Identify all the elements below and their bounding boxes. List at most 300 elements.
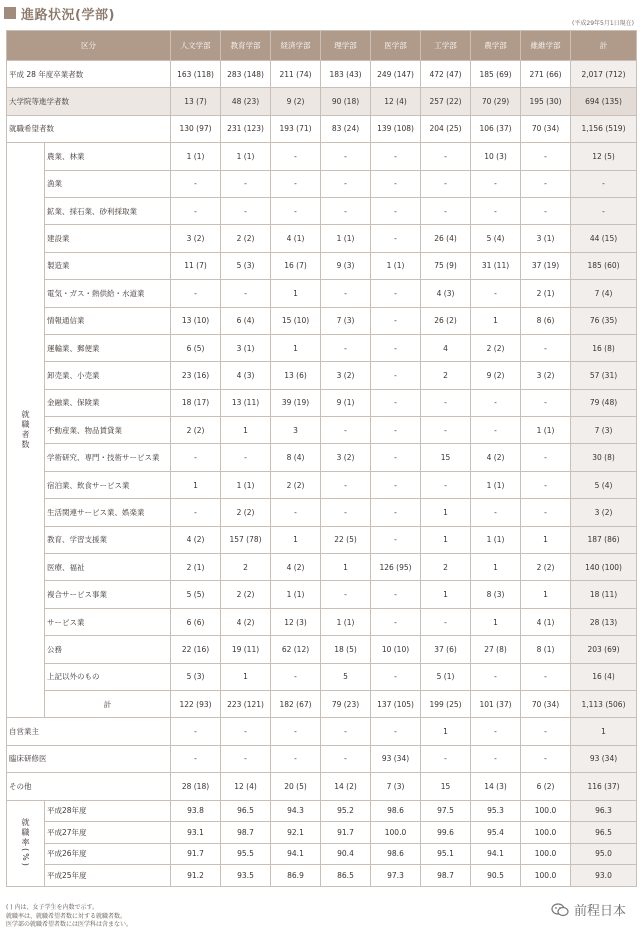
table-cell: 2 (2) bbox=[471, 334, 521, 361]
table-cell: - bbox=[321, 170, 371, 197]
table-cell: 8 (1) bbox=[521, 636, 571, 663]
header-faculty: 経済学部 bbox=[271, 31, 321, 61]
table-cell: 15 bbox=[421, 773, 471, 800]
table-cell: - bbox=[421, 608, 471, 635]
table-cell: 95.2 bbox=[321, 800, 371, 822]
table-cell: - bbox=[421, 389, 471, 416]
table-cell: 70 (34) bbox=[521, 690, 571, 717]
table-cell: 101 (37) bbox=[471, 690, 521, 717]
table-cell: 6 (2) bbox=[521, 773, 571, 800]
row-label: 宿泊業、飲食サービス業 bbox=[45, 471, 171, 498]
row-label: 生活関連サービス業、娯楽業 bbox=[45, 499, 171, 526]
table-cell: 86.9 bbox=[271, 865, 321, 887]
table-cell: 97.5 bbox=[421, 800, 471, 822]
table-cell: - bbox=[321, 334, 371, 361]
table-cell: 1 bbox=[521, 581, 571, 608]
row-label: その他 bbox=[7, 773, 171, 800]
table-row bbox=[7, 280, 637, 307]
header-faculty: 工学部 bbox=[421, 31, 471, 61]
total-cell: 2,017 (712) bbox=[571, 61, 637, 88]
table-cell: 91.2 bbox=[171, 865, 221, 887]
table-cell: 100.0 bbox=[521, 800, 571, 822]
table-cell: 1 bbox=[471, 608, 521, 635]
table-cell: 93.8 bbox=[171, 800, 221, 822]
table-cell: - bbox=[521, 197, 571, 224]
table-cell: 31 (11) bbox=[471, 252, 521, 279]
table-cell: 195 (30) bbox=[521, 88, 571, 115]
table-cell: 10 (10) bbox=[371, 636, 421, 663]
table-cell: - bbox=[421, 745, 471, 772]
table-cell: - bbox=[221, 444, 271, 471]
table-cell: 106 (37) bbox=[471, 115, 521, 142]
table-cell: - bbox=[321, 718, 371, 745]
date-note: (平成29年5月1日現在) bbox=[572, 20, 634, 27]
rate-row bbox=[7, 800, 637, 822]
table-cell: 3 (1) bbox=[521, 225, 571, 252]
rate-row bbox=[7, 865, 637, 887]
total-cell: 12 (5) bbox=[571, 143, 637, 170]
table-cell: 28 (18) bbox=[171, 773, 221, 800]
table-cell: 9 (2) bbox=[271, 88, 321, 115]
total-cell: 44 (15) bbox=[571, 225, 637, 252]
table-cell: 94.1 bbox=[271, 843, 321, 865]
header-total: 計 bbox=[571, 31, 637, 61]
table-cell: 94.3 bbox=[271, 800, 321, 822]
table-cell: - bbox=[421, 197, 471, 224]
table-row bbox=[7, 663, 637, 690]
table-cell: - bbox=[521, 389, 571, 416]
table-cell: 13 (10) bbox=[171, 307, 221, 334]
table-cell: 18 (17) bbox=[171, 389, 221, 416]
row-label: 製造業 bbox=[45, 252, 171, 279]
table-cell: - bbox=[471, 499, 521, 526]
total-cell: 7 (3) bbox=[571, 417, 637, 444]
footnotes bbox=[6, 904, 132, 930]
total-cell: 93.0 bbox=[571, 865, 637, 887]
table-cell: 27 (8) bbox=[471, 636, 521, 663]
table-cell: 23 (16) bbox=[171, 362, 221, 389]
table-cell: 8 (4) bbox=[271, 444, 321, 471]
table-row bbox=[7, 252, 637, 279]
table-cell: 16 (7) bbox=[271, 252, 321, 279]
table-cell: 48 (23) bbox=[221, 88, 271, 115]
table-cell: 2 (2) bbox=[221, 581, 271, 608]
rate-group-label: 就職率(%) bbox=[7, 800, 45, 886]
table-cell: - bbox=[521, 334, 571, 361]
table-cell: - bbox=[371, 280, 421, 307]
total-cell: 203 (69) bbox=[571, 636, 637, 663]
table-cell: - bbox=[521, 471, 571, 498]
total-cell: 96.5 bbox=[571, 822, 637, 844]
subtotal-row bbox=[7, 690, 637, 717]
table-cell: 1 (1) bbox=[271, 581, 321, 608]
table-cell: - bbox=[271, 143, 321, 170]
table-cell: - bbox=[521, 663, 571, 690]
table-cell: 15 bbox=[421, 444, 471, 471]
table-cell: 211 (74) bbox=[271, 61, 321, 88]
table-cell: 100.0 bbox=[521, 865, 571, 887]
table-cell: 91.7 bbox=[171, 843, 221, 865]
table-cell: 3 (2) bbox=[521, 362, 571, 389]
table-cell: 37 (19) bbox=[521, 252, 571, 279]
table-cell: 4 (3) bbox=[421, 280, 471, 307]
row-label: 不動産業、物品賃貸業 bbox=[45, 417, 171, 444]
table-cell: 2 (2) bbox=[171, 417, 221, 444]
row-label: 平成28年度 bbox=[45, 800, 171, 822]
table-row bbox=[7, 61, 637, 88]
table-cell: 1 bbox=[221, 417, 271, 444]
row-label: 計 bbox=[45, 690, 171, 717]
total-cell: 96.3 bbox=[571, 800, 637, 822]
total-cell: - bbox=[571, 170, 637, 197]
table-row bbox=[7, 307, 637, 334]
table-cell: 1 (1) bbox=[221, 471, 271, 498]
header-faculty: 維維学部 bbox=[521, 31, 571, 61]
table-cell: 70 (34) bbox=[521, 115, 571, 142]
table-cell: 283 (148) bbox=[221, 61, 271, 88]
table-cell: - bbox=[471, 718, 521, 745]
table-cell: - bbox=[471, 663, 521, 690]
row-label: 臨床研修医 bbox=[7, 745, 171, 772]
table-cell: 4 (2) bbox=[221, 608, 271, 635]
table-row bbox=[7, 526, 637, 553]
table-cell: - bbox=[421, 170, 471, 197]
table-cell: 1 (1) bbox=[371, 252, 421, 279]
table-cell: - bbox=[321, 745, 371, 772]
table-cell: 1 bbox=[421, 499, 471, 526]
table-cell: 2 (2) bbox=[521, 554, 571, 581]
table-cell: - bbox=[321, 417, 371, 444]
table-row bbox=[7, 608, 637, 635]
row-label: 情報通信業 bbox=[45, 307, 171, 334]
watermark bbox=[551, 900, 626, 919]
table-cell: - bbox=[371, 499, 421, 526]
table-cell: 91.7 bbox=[321, 822, 371, 844]
header-faculty: 教育学部 bbox=[221, 31, 271, 61]
table-cell: 86.5 bbox=[321, 865, 371, 887]
table-cell: 3 (1) bbox=[221, 334, 271, 361]
table-cell: 1 (1) bbox=[321, 608, 371, 635]
total-cell: 116 (37) bbox=[571, 773, 637, 800]
row-label: 大学院等進学者数 bbox=[7, 88, 171, 115]
table-cell: 95.4 bbox=[471, 822, 521, 844]
row-label: 平成27年度 bbox=[45, 822, 171, 844]
table-cell: 4 (2) bbox=[471, 444, 521, 471]
table-cell: 100.0 bbox=[371, 822, 421, 844]
table-cell: 26 (2) bbox=[421, 307, 471, 334]
row-label: 金融業、保険業 bbox=[45, 389, 171, 416]
total-cell: 694 (135) bbox=[571, 88, 637, 115]
total-cell: 79 (48) bbox=[571, 389, 637, 416]
table-cell: 157 (78) bbox=[221, 526, 271, 553]
total-cell: 140 (100) bbox=[571, 554, 637, 581]
table-cell: 271 (66) bbox=[521, 61, 571, 88]
table-cell: 137 (105) bbox=[371, 690, 421, 717]
table-cell: 100.0 bbox=[521, 822, 571, 844]
total-cell: 1 bbox=[571, 718, 637, 745]
total-cell: 16 (8) bbox=[571, 334, 637, 361]
total-cell: 187 (86) bbox=[571, 526, 637, 553]
table-cell: 13 (11) bbox=[221, 389, 271, 416]
table-cell: 18 (5) bbox=[321, 636, 371, 663]
career-table bbox=[6, 30, 637, 887]
total-cell: 1,156 (519) bbox=[571, 115, 637, 142]
table-cell: - bbox=[271, 663, 321, 690]
table-cell: - bbox=[521, 499, 571, 526]
table-row bbox=[7, 581, 637, 608]
row-label: 教育、学習支援業 bbox=[45, 526, 171, 553]
table-cell: 249 (147) bbox=[371, 61, 421, 88]
table-cell: - bbox=[371, 608, 421, 635]
table-cell: 6 (4) bbox=[221, 307, 271, 334]
table-cell: - bbox=[321, 581, 371, 608]
table-cell: 26 (4) bbox=[421, 225, 471, 252]
table-cell: 257 (22) bbox=[421, 88, 471, 115]
table-row bbox=[7, 115, 637, 142]
table-cell: 139 (108) bbox=[371, 115, 421, 142]
total-cell: 18 (11) bbox=[571, 581, 637, 608]
table-cell: 20 (5) bbox=[271, 773, 321, 800]
table-cell: 5 (3) bbox=[221, 252, 271, 279]
table-cell: 163 (118) bbox=[171, 61, 221, 88]
table-cell: 472 (47) bbox=[421, 61, 471, 88]
table-cell: 14 (2) bbox=[321, 773, 371, 800]
table-cell: 185 (69) bbox=[471, 61, 521, 88]
rate-row bbox=[7, 843, 637, 865]
table-cell: - bbox=[321, 143, 371, 170]
table-cell: 15 (10) bbox=[271, 307, 321, 334]
table-cell: 93.1 bbox=[171, 822, 221, 844]
table-row bbox=[7, 636, 637, 663]
table-cell: - bbox=[371, 170, 421, 197]
table-cell: 5 (5) bbox=[171, 581, 221, 608]
table-cell: 5 (3) bbox=[171, 663, 221, 690]
row-label: 農業、林業 bbox=[45, 143, 171, 170]
table-cell: 12 (4) bbox=[221, 773, 271, 800]
table-cell: 1 (1) bbox=[471, 526, 521, 553]
table-cell: - bbox=[421, 417, 471, 444]
table-cell: 231 (123) bbox=[221, 115, 271, 142]
table-cell: - bbox=[221, 170, 271, 197]
row-label: 卸売業、小売業 bbox=[45, 362, 171, 389]
row-label: 平成26年度 bbox=[45, 843, 171, 865]
employment-group-label: 就職者数 bbox=[7, 143, 45, 718]
table-row bbox=[7, 499, 637, 526]
table-cell: 1 bbox=[221, 663, 271, 690]
table-cell: 11 (7) bbox=[171, 252, 221, 279]
table-cell: 37 (6) bbox=[421, 636, 471, 663]
table-cell: 2 (1) bbox=[171, 554, 221, 581]
table-cell: 4 bbox=[421, 334, 471, 361]
table-cell: 19 (11) bbox=[221, 636, 271, 663]
table-cell: 14 (3) bbox=[471, 773, 521, 800]
table-row bbox=[7, 444, 637, 471]
total-cell: 93 (34) bbox=[571, 745, 637, 772]
table-row bbox=[7, 471, 637, 498]
table-cell: - bbox=[221, 197, 271, 224]
row-label: 鉱業、採石業、砂利採取業 bbox=[45, 197, 171, 224]
table-cell: 182 (67) bbox=[271, 690, 321, 717]
table-cell: 22 (16) bbox=[171, 636, 221, 663]
table-cell: - bbox=[471, 745, 521, 772]
table-cell: - bbox=[521, 444, 571, 471]
table-cell: - bbox=[271, 745, 321, 772]
table-cell: - bbox=[421, 471, 471, 498]
table-cell: 96.5 bbox=[221, 800, 271, 822]
table-cell: - bbox=[521, 170, 571, 197]
table-cell: 1 bbox=[321, 554, 371, 581]
total-cell: 57 (31) bbox=[571, 362, 637, 389]
title-text: 進路状況(学部) bbox=[21, 7, 115, 23]
row-label: 複合サービス事業 bbox=[45, 581, 171, 608]
page-title bbox=[4, 4, 115, 22]
table-cell: 98.7 bbox=[421, 865, 471, 887]
title-square-icon bbox=[4, 7, 16, 19]
table-cell: - bbox=[171, 745, 221, 772]
table-cell: - bbox=[471, 280, 521, 307]
footnote: 医学部の就職希望者数には医学科は含まない。 bbox=[6, 921, 133, 928]
table-cell: - bbox=[371, 663, 421, 690]
table-cell: 2 (1) bbox=[521, 280, 571, 307]
table-row bbox=[7, 773, 637, 800]
total-cell: 95.0 bbox=[571, 843, 637, 865]
table-cell: 183 (43) bbox=[321, 61, 371, 88]
table-cell: 95.5 bbox=[221, 843, 271, 865]
table-cell: 1 bbox=[271, 526, 321, 553]
table-cell: - bbox=[271, 197, 321, 224]
table-cell: 1 (1) bbox=[471, 471, 521, 498]
table-cell: - bbox=[371, 444, 421, 471]
table-cell: 12 (4) bbox=[371, 88, 421, 115]
table-cell: 62 (12) bbox=[271, 636, 321, 663]
table-cell: 130 (97) bbox=[171, 115, 221, 142]
table-cell: - bbox=[371, 334, 421, 361]
table-cell: 93.5 bbox=[221, 865, 271, 887]
table-cell: - bbox=[321, 197, 371, 224]
table-cell: - bbox=[321, 471, 371, 498]
table-cell: 204 (25) bbox=[421, 115, 471, 142]
table-cell: 95.1 bbox=[421, 843, 471, 865]
table-cell: - bbox=[521, 745, 571, 772]
table-cell: 93 (34) bbox=[371, 745, 421, 772]
table-cell: 5 (1) bbox=[421, 663, 471, 690]
table-cell: - bbox=[271, 170, 321, 197]
table-cell: - bbox=[371, 471, 421, 498]
table-cell: 79 (23) bbox=[321, 690, 371, 717]
table-cell: 1 bbox=[471, 307, 521, 334]
table-cell: 4 (1) bbox=[521, 608, 571, 635]
table-cell: - bbox=[371, 526, 421, 553]
row-label: 医療、福祉 bbox=[45, 554, 171, 581]
table-cell: 2 bbox=[221, 554, 271, 581]
table-cell: - bbox=[471, 197, 521, 224]
footnote: 就職率は、就職希望者数に対する就職者数。 bbox=[6, 912, 127, 920]
table-cell: - bbox=[521, 143, 571, 170]
table-cell: 90 (18) bbox=[321, 88, 371, 115]
table-cell: 90.4 bbox=[321, 843, 371, 865]
table-cell: 1 (1) bbox=[171, 143, 221, 170]
table-cell: 193 (71) bbox=[271, 115, 321, 142]
table-cell: - bbox=[171, 170, 221, 197]
table-row bbox=[7, 718, 637, 745]
table-cell: - bbox=[171, 197, 221, 224]
row-label: 上記以外のもの bbox=[45, 663, 171, 690]
table-cell: 1 bbox=[271, 280, 321, 307]
rate-row bbox=[7, 822, 637, 844]
total-cell: 16 (4) bbox=[571, 663, 637, 690]
table-cell: 223 (121) bbox=[221, 690, 271, 717]
table-row bbox=[7, 334, 637, 361]
table-cell: 39 (19) bbox=[271, 389, 321, 416]
table-cell: 4 (3) bbox=[221, 362, 271, 389]
table-cell: 5 bbox=[321, 663, 371, 690]
table-cell: 9 (2) bbox=[471, 362, 521, 389]
table-cell: 7 (3) bbox=[321, 307, 371, 334]
table-cell: 8 (6) bbox=[521, 307, 571, 334]
table-cell: 2 (2) bbox=[221, 225, 271, 252]
table-cell: 99.6 bbox=[421, 822, 471, 844]
total-cell: - bbox=[571, 197, 637, 224]
table-cell: 3 (2) bbox=[321, 444, 371, 471]
table-cell: 2 bbox=[421, 554, 471, 581]
footnote: ( ) 内は、女子学生を内数で示す。 bbox=[6, 904, 99, 911]
table-cell: 95.3 bbox=[471, 800, 521, 822]
table-cell: 1 (1) bbox=[521, 417, 571, 444]
row-label: 電気・ガス・熱供給・水道業 bbox=[45, 280, 171, 307]
row-label: 建設業 bbox=[45, 225, 171, 252]
table-cell: - bbox=[471, 389, 521, 416]
table-cell: 1 bbox=[421, 526, 471, 553]
table-cell: 10 (3) bbox=[471, 143, 521, 170]
header-faculty: 人文学部 bbox=[171, 31, 221, 61]
table-cell: - bbox=[371, 581, 421, 608]
header-faculty: 理学部 bbox=[321, 31, 371, 61]
table-cell: 1 bbox=[521, 526, 571, 553]
table-cell: 2 (2) bbox=[271, 471, 321, 498]
table-cell: - bbox=[371, 362, 421, 389]
table-cell: 122 (93) bbox=[171, 690, 221, 717]
total-cell: 185 (60) bbox=[571, 252, 637, 279]
table-cell: - bbox=[171, 499, 221, 526]
table-cell: 13 (7) bbox=[171, 88, 221, 115]
table-cell: 98.7 bbox=[221, 822, 271, 844]
total-cell: 30 (8) bbox=[571, 444, 637, 471]
table-cell: - bbox=[371, 307, 421, 334]
total-cell: 76 (35) bbox=[571, 307, 637, 334]
table-cell: 22 (5) bbox=[321, 526, 371, 553]
table-row bbox=[7, 225, 637, 252]
table-cell: 1 (1) bbox=[321, 225, 371, 252]
table-cell: 126 (95) bbox=[371, 554, 421, 581]
table-cell: 100.0 bbox=[521, 843, 571, 865]
table-row bbox=[7, 554, 637, 581]
table-cell: - bbox=[171, 280, 221, 307]
table-cell: 199 (25) bbox=[421, 690, 471, 717]
table-cell: 3 bbox=[271, 417, 321, 444]
table-cell: 83 (24) bbox=[321, 115, 371, 142]
table-cell: 8 (3) bbox=[471, 581, 521, 608]
row-label: 平成 28 年度卒業者数 bbox=[7, 61, 171, 88]
table-cell: - bbox=[271, 499, 321, 526]
table-row bbox=[7, 362, 637, 389]
table-cell: 75 (9) bbox=[421, 252, 471, 279]
table-cell: - bbox=[321, 499, 371, 526]
table-row bbox=[7, 88, 637, 115]
row-label: サービス業 bbox=[45, 608, 171, 635]
table-cell: 1 bbox=[471, 554, 521, 581]
table-cell: - bbox=[371, 225, 421, 252]
row-label: 運輸業、郵便業 bbox=[45, 334, 171, 361]
